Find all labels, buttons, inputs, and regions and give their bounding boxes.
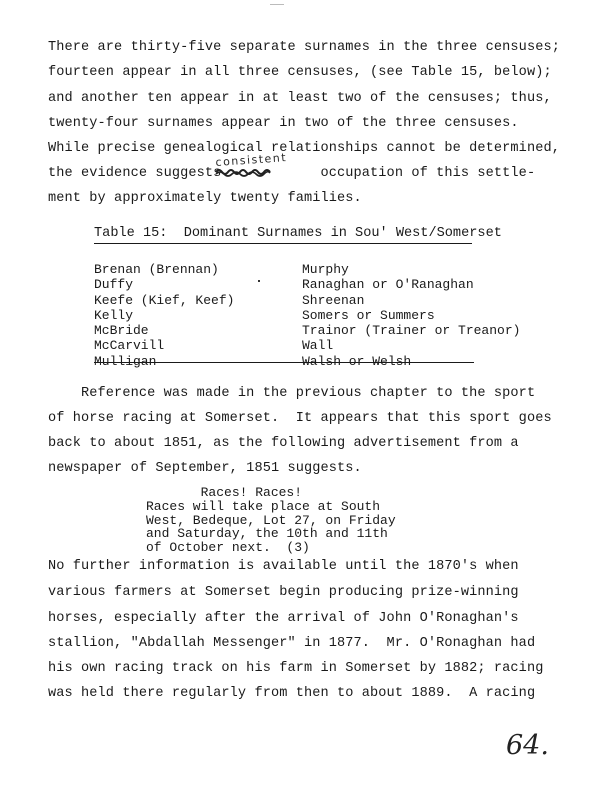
paragraph3-line-3: horses, especially after the arrival of John O'Ronaghan's	[48, 611, 519, 626]
table-cell: Wall	[302, 338, 334, 354]
stray-mark	[258, 280, 260, 282]
table-bottom-rule	[94, 362, 474, 363]
handwritten-insert: consistent	[215, 151, 288, 169]
table-cell: Walsh or Welsh	[302, 353, 412, 369]
table-cell: Shreenan	[302, 292, 365, 308]
table-cell: Ranaghan or O'Ranaghan	[302, 277, 474, 293]
page-number: 64.	[506, 730, 549, 761]
top-margin-mark	[270, 4, 284, 5]
paragraph3-line-2: various farmers at Somerset begin producing prize-winning	[48, 585, 519, 600]
advertisement-line: Races! Races!	[146, 485, 303, 500]
table-cell: McBride	[94, 323, 149, 339]
paragraph1-line-1: There are thirty-five separate surnames in the three censuses;	[48, 40, 560, 55]
table-cell: Brenan (Brennan)	[94, 262, 219, 277]
table-cell: Murphy	[302, 262, 349, 277]
table-left-column	[94, 262, 234, 369]
paragraph1-line-2: fourteen appear in all three censuses, (see Table 15, below);	[48, 65, 552, 80]
advertisement-line: Races will take place at South	[146, 498, 381, 514]
paragraph3-line-5: his own racing track on his farm in Somerset by 1882; racing	[48, 661, 544, 676]
paragraph1-line-3: and another ten appear in at least two of the censuses; thus,	[48, 91, 552, 106]
advertisement-line: and Saturday, the 10th and 11th	[146, 526, 388, 542]
paragraph3-line-1: No further information is available until the 1870's when	[48, 559, 519, 574]
paragraph2-line-3: back to about 1851, as the following advertisement from a	[48, 436, 519, 451]
table-cell: Keefe (Kief, Keef)	[94, 292, 235, 308]
table-title: Table 15: Dominant Surnames in Sou' West/Somerset	[94, 226, 472, 244]
table-cell: Somers or Summers	[302, 307, 435, 323]
table-cell: Duffy	[94, 277, 134, 293]
paragraph3-line-4: stallion, "Abdallah Messenger" in 1877. Mr. O'Ronaghan had	[48, 636, 536, 651]
advertisement-quote	[146, 486, 396, 555]
paragraph1-line-5: While precise genealogical relationships cannot be determined,	[48, 141, 560, 156]
advertisement-line: of October next. (3)	[146, 540, 310, 556]
paragraph2-line-4: newspaper of September, 1851 suggests.	[48, 461, 362, 476]
table-cell: Mulligan	[94, 353, 157, 369]
paragraph1-line-7: ment by approximately twenty families.	[48, 191, 362, 206]
crossed-out-word	[215, 167, 271, 177]
paragraph1-line-6: the evidence suggests occupation of this settle-	[48, 166, 536, 181]
paragraph3-line-6: was held there regularly from then to about 1889. A racing	[48, 686, 536, 701]
advertisement-line: West, Bedeque, Lot 27, on Friday	[146, 512, 396, 528]
table-right-column	[302, 262, 520, 369]
table-cell: Kelly	[94, 307, 134, 323]
paragraph2-line-2: of horse racing at Somerset. It appears that this sport goes	[48, 411, 552, 426]
table-cell: McCarvill	[94, 338, 165, 354]
table-cell: Trainor (Trainer or Treanor)	[302, 323, 521, 339]
paragraph2-line-1: Reference was made in the previous chapter to the sport	[48, 386, 536, 401]
paragraph1-line-4: twenty-four surnames appear in two of the three censuses.	[48, 116, 519, 131]
